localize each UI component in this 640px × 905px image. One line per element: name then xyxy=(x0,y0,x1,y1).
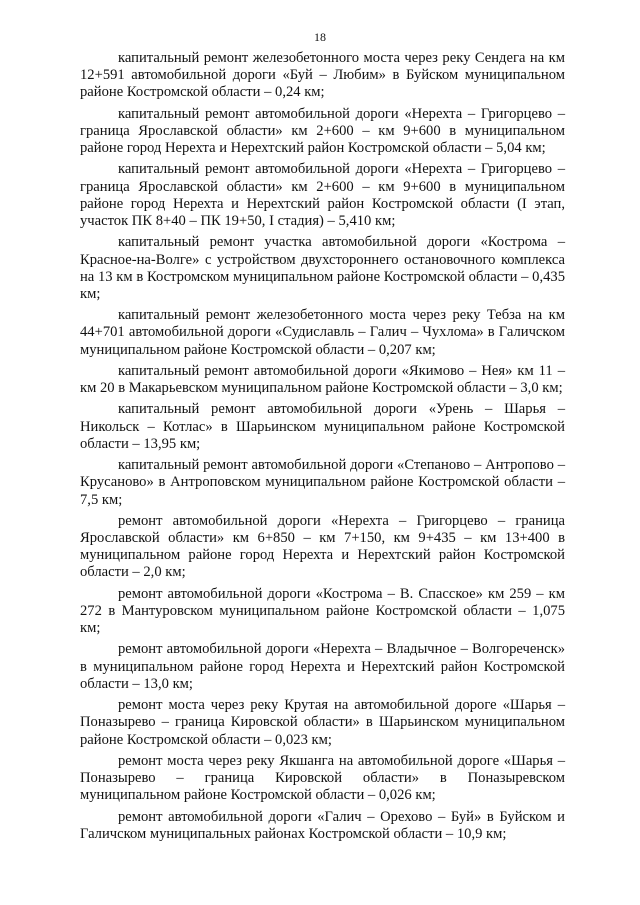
page-number: 18 xyxy=(314,30,326,44)
paragraph-5: капитальный ремонт железобетонного моста через реку Тебза на км 44+701 автомобильной дороги «Судиславль – Галич – Чухлома» в Галичском муниципальном районе Костромской области – 0,207 км; xyxy=(80,307,565,358)
paragraph-1: капитальный ремонт железобетонного моста через реку Сендега на км 12+591 автомобильной дороги «Буй – Любим» в Буйском муниципальном районе Костромской области – 0,24 км; xyxy=(80,50,565,101)
paragraph-8: капитальный ремонт автомобильной дороги «Степаново – Антропово – Крусаново» в Антроповском муниципальном районе Костромской области – 7,5 км; xyxy=(80,457,565,508)
paragraph-2: капитальный ремонт автомобильной дороги «Нерехта – Григорцево – граница Ярославской области» км 2+600 – км 9+600 в муниципальном районе город Нерехта и Нерехтский район Костромской области – 5,04 км; xyxy=(80,105,565,157)
paragraph-9: ремонт автомобильной дороги «Нерехта – Григорцево – граница Ярославской области» км 6+850 – км 7+150, км 9+435 – км 13+400 в муниципальном районе город Нерехта и Нерехтский район Костромской области – 2,0 км; xyxy=(80,512,565,581)
paragraph-13: ремонт моста через реку Якшанга на автомобильной дороге «Шарья – Поназырево – граница Кировской области» в Поназыревском муниципальном районе Костромской области – 0,026 км; xyxy=(80,752,565,804)
paragraph-6: капитальный ремонт автомобильной дороги «Якимово – Нея» км 11 – км 20 в Макарьевском муниципальном районе Костромской области – 3,0 км; xyxy=(80,362,565,397)
paragraph-11: ремонт автомобильной дороги «Нерехта – Владычное – Волгореченск» в муниципальном районе город Нерехта и Нерехтский район Костромской области – 13,0 км; xyxy=(80,641,565,692)
document-body xyxy=(80,50,565,847)
paragraph-7: капитальный ремонт автомобильной дороги «Урень – Шарья – Никольск – Котлас» в Шарьинском муниципальном районе Костромской области – 13,95 км; xyxy=(80,401,565,452)
paragraph-12: ремонт моста через реку Крутая на автомобильной дороге «Шарья – Поназырево – граница Кировской области» в Шарьинском муниципальном районе Костромской области – 0,023 км; xyxy=(80,697,565,748)
paragraph-10: ремонт автомобильной дороги «Кострома – В. Спасское» км 259 – км 272 в Мантуровском муниципальном районе Костромской области – 1,075 км; xyxy=(80,585,565,637)
paragraph-4: капитальный ремонт участка автомобильной дороги «Кострома – Красное-на-Волге» с устройством двухстороннего остановочного комплекса на 13 км в Костромском муниципальном районе Костромской области – 0,435 км; xyxy=(80,234,565,302)
paragraph-3: капитальный ремонт автомобильной дороги «Нерехта – Григорцево – граница Ярославской области» км 2+600 – км 9+600 в муниципальном районе город Нерехта и Нерехтский район Костромской области (I этап, участок ПК 8+40 – ПК 19+50, I стадия) – 5,410 км; xyxy=(80,161,565,230)
paragraph-14: ремонт автомобильной дороги «Галич – Орехово – Буй» в Буйском и Галичском муниципальных районах Костромской области – 10,9 км; xyxy=(80,808,565,842)
